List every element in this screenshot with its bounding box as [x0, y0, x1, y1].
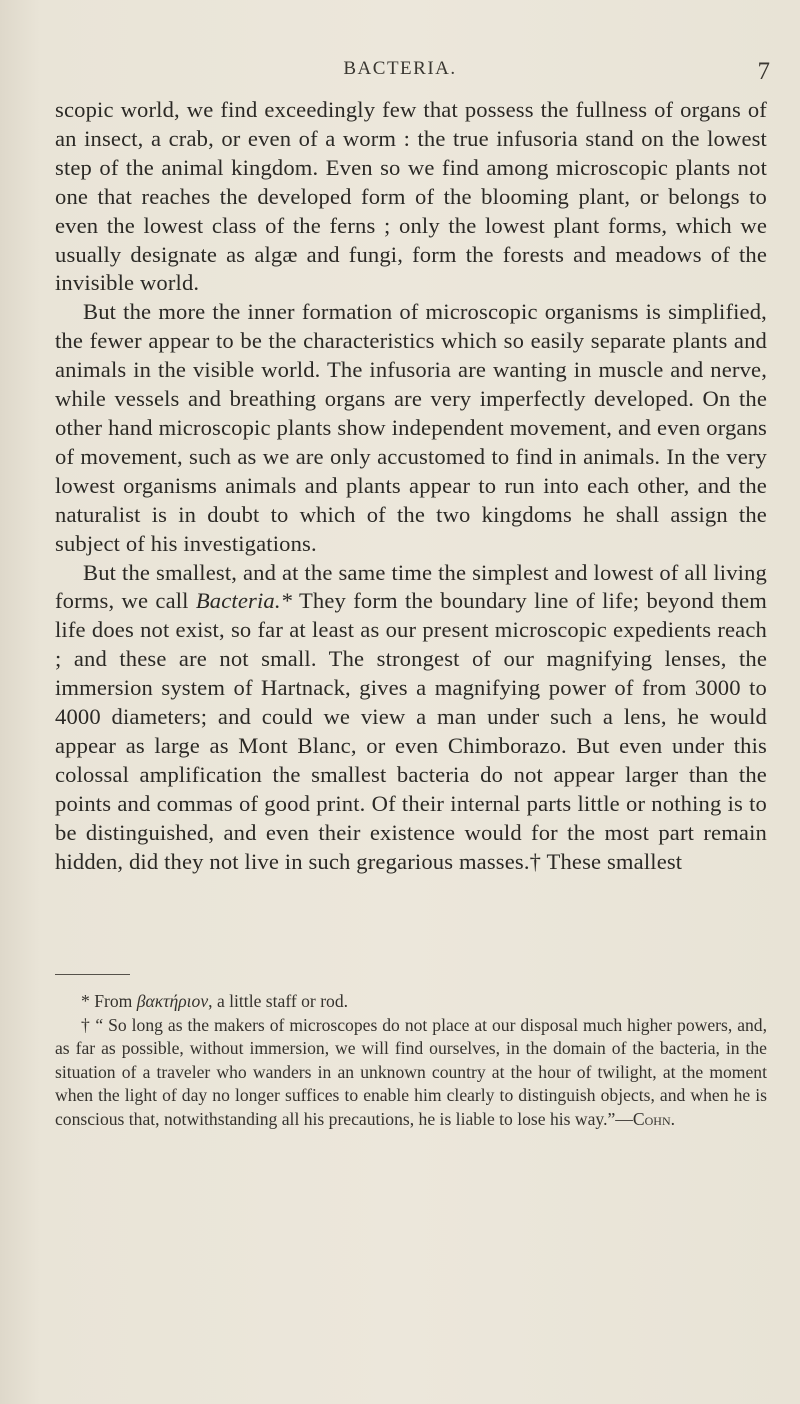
page-number: 7: [757, 58, 770, 85]
footnotes: [55, 990, 767, 1132]
footnote-2: [55, 1014, 767, 1132]
paragraph-3-start: But the smallest, and at the same time the simplest and lowest of all living forms, we call: [55, 559, 767, 614]
footnote-divider: [55, 974, 130, 975]
footnote-2-text: † “ So long as the makers of microscopes do not place at our disposal much higher powers, and, as far as possible, without immersion, we will find ourselves, in the domain of the bacteria, in the situation of a traveler who wanders in an unknown country at the hour of twilight, at the moment when the light of day no longer suffices to enable him clearly to distinguish objects, and when he is conscious that, notwithstanding all his precautions, he is liable to lose his way.”—: [55, 1014, 767, 1129]
running-title: BACTERIA.: [343, 58, 457, 79]
footnote-1-rest: , a little staff or rod.: [208, 991, 349, 1011]
footnote-1: [55, 990, 767, 1014]
paragraph-3-rest: They form the boundary line of life; beyond them life does not exist, so far at least as our present microscopic expedients reach ; and these are not small. The strongest of our magnifying lenses, the immersion system of Hartnack, gives a magnifying power of from 3000 to 4000 diameters; and could we view a man under such a lens, he would appear as large as Mont Blanc, or even Chimborazo. But even under this colossal amplification the smallest bacteria do not appear larger than the points and commas of good print. Of their internal parts little or nothing is to be distinguished, and even their existence would for the most part remain hidden, did they not live in such gregarious masses.† These smallest: [55, 588, 767, 874]
footnote-1-greek: βακτήριον: [136, 991, 209, 1011]
footnote-1-prefix: * From: [81, 991, 137, 1011]
footnote-2-author: Cohn.: [632, 1108, 676, 1129]
paragraph-2: But the more the inner formation of microscopic organisms is simplified, the fewer appear to be the characteristics which so easily separate plants and animals in the visible world. The infusoria are wanting in muscle and nerve, while vessels and breathing organs are very imperfectly developed. On the other hand microscopic plants show independent movement, and even organs of movement, such as we are only accustomed to find in animals. In the very lowest organisms animals and plants appear to run into each other, and the naturalist is in doubt to which of the two kingdoms he shall assign the subject of his investigations.: [55, 299, 767, 556]
paragraph-3: [55, 559, 767, 877]
body-text: [55, 96, 767, 876]
page-header: [0, 58, 800, 88]
bacteria-term: Bacteria.*: [195, 588, 293, 614]
paragraph-1: scopic world, we find exceedingly few that possess the fullness of organs of an insect, a crab, or even of a worm : the true infusoria stand on the lowest step of the animal kingdom. Even so we find among microscopic plants not one that reaches the developed form of the blooming plant, or belongs to even the lowest class of the ferns ; only the lowest plant forms, which we usually designate as algæ and fungi, form the forests and meadows of the invisible world.: [55, 97, 767, 296]
